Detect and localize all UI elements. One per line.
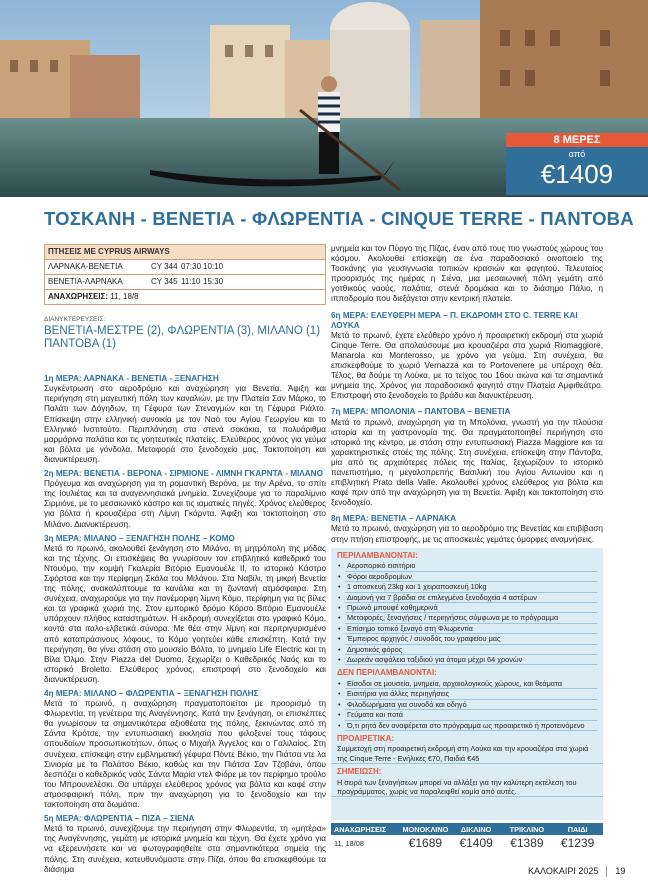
day-title: 1η ΜΕΡΑ: ΛΑΡΝΑΚΑ - ΒΕΝΕΤΙΑ - ΞΕΝΑΓΗΣΗ [44,374,219,384]
list-item: • Επίσημο τοπικό ξεναγό στη Φλωρεντία [345,624,597,634]
day-title: 5η ΜΕΡΑ: ΦΛΩΡΕΝΤΙΑ – ΠΙΖΑ – ΣΙΕΝΑ [44,814,195,824]
notes-title: ΣΗΜΕΙΩΣΗ: [337,767,382,777]
day-text: Μετά το πρωινό, συνεχίζουμε την περιήγηση στην Φλωρεντία, τη «μητέρα» της Αναγέννησης, γεμάτη με ιστορικά μνημεία και τέχνη. Θα έχετε χρόνο για να εξερευνήσετε και να φωτογραφηθείτε στα σημαντικότερα σημεία της πόλης. Στη συνέχεια, κατευθυνόμαστε στην Πίζα, όπου θα επισκεφθούμε τα διάσημα [44,824,326,874]
page-number: 19 [615,866,626,876]
optional-text: Συμμετοχή στη προαιρετική εκδρομή στη Λούκα και την κρουαζιέρα στα χωριά της Cinque Terre - Ενήλικες €70, Παιδιά €45 [331,744,603,764]
list-item: • Έμπειρος αρχηγός / συνοδός του γραφείου μας [345,634,597,644]
flight-row [45,275,325,290]
list-item: • Δημοτικός φόρος [345,645,597,655]
list-item: • Είσοδοι σε μουσεία, μνημεία, αρχαιολογικούς χώρους, και θεάματα [345,679,597,689]
day-3 [44,534,326,685]
price-triple: €1389 [510,836,544,850]
departures-label: ΑΝΑΧΩΡΗΣΕΙΣ: [48,292,109,302]
list-item: • Φόροι αεροδρομίων [345,572,597,582]
from-price: €1409 [540,159,614,189]
season-label: ΚΑΛΟΚΑΙΡΙ 2025 [528,866,599,876]
optional-title: ΠΡΟΑΙΡΕΤΙΚΑ: [337,733,395,743]
day-5 [44,814,326,875]
day-6 [331,311,603,402]
day-title: 7η ΜΕΡΑ: ΜΠΟΛΟΝΙΑ – ΠΑΝΤΟΒΑ – ΒΕΝΕΤΙΑ [331,407,511,417]
day-5-continued: μνημεία και τον Πύργο της Πίζας, έναν από τους πιο γνωστούς χώρους του κόσμου. Ακολουθεί επίσκεψη σε ένα παραδοσιακό οινοποιείο της Τοσκάνης για γευσιγνωσία τοπικών κρασιών και φαγητού. Τελευταίος προορισμός της ημέρας η Σιένα, μια μεσαιωνική πόλη γεμάτη από γοτθικούς ναούς, παλάτια, στενά δρομάκια και το διάσημο Πάλιο, η ιπποδρομία που διεξάγεται στην κεντρική πλατεία. [331,244,603,304]
price-header: ΠΑΙΔΙ [567,824,588,834]
days-badge: 8 ΜΕΡΕΣ [506,133,648,147]
list-item: • Διαμονή για 7 βράδια σε επιλεγμένα ξενοδοχεία 4 αστέρων [345,593,597,603]
flight-row [45,260,325,275]
overnight-stays [44,315,326,350]
list-item: • Ό,τι ρητά δεν αναφέρεται στο πρόγραμμα ως προαιρετικό ή προτεινόμενο [345,721,597,731]
price-badge [506,133,648,195]
page-footer [528,866,625,877]
day-title: 4η ΜΕΡΑ: ΜΙΛΑΝΟ – ΦΛΩΡΕΝΤΙΑ – ΞΕΝΑΓΗΣΗ ΠΟΛΗΣ [44,689,259,698]
day-title: 8η ΜΕΡΑ: ΒΕΝΕΤΙΑ – ΛΑΡΝΑΚΑ [331,514,457,524]
departures-row [45,290,325,304]
included-list [331,561,603,665]
flight-arrival: 15:30 [203,277,224,287]
price-header: ΑΝΑΧΩΡΗΣΕΙΣ [334,824,387,834]
not-included-list [331,679,603,731]
price-child: €1239 [560,836,595,850]
day-8 [331,514,603,544]
day-text: Μετά το πρωινό, αναχώρηση για τη Μπολόνια, γνωστή για την πλούσια ιστορία και τη γαστρονομία της. Θα πραγματοποιηθεί περιήγηση στο ιστορικό της κέντρο, με στάση στην εντυπωσιακή Piazza Maggiore και τα χαρακτηριστικές στοές της πόλης. Στη συνέχεια, επίσκεψη στην Πάντοβα, μία από τις αρχαιότερες πόλεις της Ιταλίας, ξεχωρίζουν το ιστορικό πανεπιστήμιο, η μεγαλοπρεπής Βασιλική του Αγίου Αντωνίου και η επιβλητική Prato della Valle. Ακολουθεί χρόνος ελεύθερος για βόλτα και καφέ πριν από την αναχώρηση για τη Βενετία. Άφιξη και τακτοποίηση στο ξενοδοχείο. [331,417,603,508]
price-row [331,835,603,851]
notes-text: Η σειρά των ξεναγήσεων μπορεί να αλλάξει για την καλύτερη εκτέλεση του προγράμματος, χωρίς να παραλειφθεί καμία από αυτές. [331,778,603,798]
day-text: Συγκέντρωση στο αεροδρόμιο και αναχώρηση για Βενετία. Άφιξη και περιήγηση στη μαγευτική πόλη των καναλιών, με την Πλατεία Σαν Μάρκο, το Παλάτι των Δόγηδων, τη Γέφυρα των Στεναγμών και τη Γέφυρα Ριάλτο. Επίσκεψη στην ελληνική συνοικία με τον Ναό του Αγίου Γεωργίου και το Ελληνικό Ινστιτούτο. Περιπλάνηση στα στενά σοκάκια, τα πολυάριθμα μαρμάρινα παλάτια και τις γοητευτικές πλατείες. Ελεύθερος χρόνος για γεύμα και βόλτα με γόνδολα. Μεταφορά στο ξενοδοχείο μας. Τακτοποίηση και διανυκτέρευση. [44,384,326,464]
list-item: • Πρωινό μπουφέ καθημερινά [345,603,597,613]
departures-value: 11, 18/8 [110,292,139,302]
day-text: Πρόγευμα και αναχώρηση για τη ρομαντική Βερόνα, με την Αρένα, το σπίτι της Ιουλιέτας και τα αναγεννησιακά μνημεία. Συνεχίζουμε για το παραλίμνιο Σιρμιόνε, με το μεσαιωνικό κάστρο και τις ιαματικές πηγές. Χρόνος ελεύθερος για βόλτα ή κρουαζιέρα στη Λίμνη Γκάρντα. Άφιξη και τακτοποίηση στο Μιλάνο. Διανυκτέρευση. [44,479,326,529]
flight-code: CY 344 [151,262,178,272]
price-header: ΜΟΝΟΚΛΙΝΟ [402,824,449,834]
price-header: ΤΡΙΚΛΙΝΟ [509,824,545,834]
from-price-box [506,147,648,195]
left-column [44,244,326,875]
list-item: • Γεύματα και ποτά [345,710,597,720]
day-7 [331,407,603,508]
flights-header: ΠΤΗΣΕΙΣ ΜΕ CYPRUS AIRWAYS [45,245,325,260]
flight-route: ΛΑΡΝΑΚΑ-ΒΕΝΕΤΙΑ [48,262,123,272]
price-header-row [331,823,603,835]
stays-text: ΒΕΝΕΤΙΑ-ΜΕΣΤΡΕ (2), ΦΛΩΡΕΝΤΙΑ (3), ΜΙΛΑΝΟ (1) ΠΑΝΤΟΒΑ (1) [44,325,321,350]
flight-departure: 07:30 [181,262,202,272]
price-header: ΔΙΚΛΙΝΟ [460,824,492,834]
day-text: Μετά το πρωινό, αναχώρηση για το αεροδρόμιο της Βενετίας και επιβίβαση στην πτήση επιστροφής, με τις αποσκευές γεμάτες όμορφες αναμνήσεις. [331,524,603,544]
stays-label: ΔΙΑΝΥΚΤΕΡΕΥΣΕΙΣ: [44,316,106,324]
flight-code: CY 345 [151,277,178,287]
day-2 [44,469,326,530]
day-1 [44,374,326,465]
day-title: 3η ΜΕΡΑ: ΜΙΛΑΝΟ – ΞΕΝΑΓΗΣΗ ΠΟΛΗΣ – ΚΟΜΟ [44,533,235,543]
info-box [331,548,603,820]
flight-route: ΒΕΝΕΤΙΑ-ΛΑΡΝΑΚΑ [48,277,123,287]
flight-departure: 11:10 [181,277,201,287]
list-item: • 1 αποσκευή 23kg και 1 χειραποσκευή 10kg [345,582,597,592]
price-dates: 11, 18/08 [334,838,364,848]
day-text: Μετά το πρωινό, ακολουθεί ξενάγηση στο Μιλάνο, τη μητρόπολη της μόδας και της τέχνης. Οι επισκέψεις θα γνωρίσουν τον επιβλητικό καθεδρικό του Ντουόμο, την κομψή Γκαλερία Βιτόριο Εμανουέλε ΙΙ, το ιστορικό Κάστρο Σφόρτσα και την περίφημη Σκάλα του Μιλάνου. Στα Ναβίλι, τη μικρή Βενετία της πόλης, ανακαλύπτουμε τα κανάλια και τη ζωντανή ατμόσφαιρα. Στη συνέχεια, αναχωρούμε για την πανέμορφη λίμνη Κόμο, περίφημη για τις βίλες και τα γραφικά χωριά της. Στον εμπορικό δρόμο Κόρσο Βιτόριο Εμανουέλε υπάρχουν πλήθος καταστημάτων. Η εκδρομή συνεχίζεται στο γραφικό Κόμο, κοντά στα ιταλο-ελβετικά σύνορα. Με θέα στην λίμνη και περιτριγυρισμένο από καταπράσινους λόφους, το Κόμο γοητεύει κάθε επισκέπτη. Κατά την περιήγηση, θα γίνει στάση στο μουσείο Βόλτα, το μνημείο Life Electric και τη Βίλα Όλμο. Στην Piazza del Duomo, ξεχωρίζει ο Καθεδρικός Ναός και το ιστορικό Broletto. Ελεύθερος χρόνος, επιστροφή στο ξενοδοχείο και διανυκτέρευση. [44,543,326,684]
page-title: ΤΟΣΚΑΝΗ - ΒΕΝΕΤΙΑ - ΦΛΩΡΕΝΤΙΑ - CINQUE TERRE - ΠΑΝΤΟΒΑ [44,208,634,229]
list-item: • Μεταφορές, ξεναγήσεις / περιηγήσεις σύμφωνα με το πρόγραμμα [345,613,597,623]
day-title: 6η ΜΕΡΑ: ΕΛΕΥΘΕΡΗ ΜΕΡΑ – Π. ΕΚΔΡΟΜΗ ΣΤΟ C. TERRE ΚΑΙ ΛΟΥΚΑ [331,310,578,330]
list-item: • Εισιτήρια για άλλες περιηγήσεις [345,689,597,699]
day-text: Μετά το πρωινό, η αναχώρηση πραγματοποιείται με προορισμό τη Φλωρεντία, τη γενέτειρα της Αναγέννησης. Κατά την ξενάγηση, οι επισκέπτες θα γνωρίσουν τα σημαντικότερα αξιοθέατα της πόλης, ξεκινώντας από τη Σάντα Κρότσε, την εντυπωσιακή εκκλησία που φιλοξενεί τους τάφους σπουδαίων προσωπικοτήτων, όπως ο Μιχαήλ Άγγελος και ο Γαλιλαίος. Στη συνέχεια, επίσκεψη στην εμβληματική γέφυρα Πόντε Βέκιο, την Πιάτσα ντε λα Σινιορία με το Παλάτσο Βέκιο, καθώς και την Πιάτσα Σαν Τζοβάνι, όπου δεσπόζει ο καθεδρικός ναός Σάντα Μαρία ντελ Φιόρε με τον περίφημο τρούλο του Μπρουνελέσκι. Θα υπάρχει ελεύθερος χρόνος για βόλτα και καφέ στην ατμοσφαιρική πόλη, πριν την αναχώρηση για το ξενοδοχείο και την τακτοποίηση στα δωμάτια. [44,699,326,810]
included-title: ΠΕΡΙΛΑΜΒΑΝΟΝΤΑΙ: [337,551,418,560]
flights-table [44,244,326,305]
day-title: 2η ΜΕΡΑ: ΒΕΝΕΤΙΑ - ΒΕΡΟΝΑ - ΣΙΡΜΙΟΝΕ - ΛΙΜΝΗ ΓΚΑΡΝΤΑ - ΜΙΛΑΝΟ [44,469,323,479]
list-item: • Φιλοδωρήματα για συνοδό και οδηγό [345,700,597,710]
price-double: €1409 [459,836,493,850]
day-text: Μετά το πρωινό, έχετε ελεύθερο χρόνο ή προαιρετική εκδρομή στα χωριά Cinque Terre. Θα απολαύσουμε μια κρουαζιέρα στα χωριά Riomaggiore, Manarola και Monterosso, με χρόνο για γεύμα. Στη συνέχεια, θα επισκεφθούμε το χωριό Vernazza και το Portovenere με υπέροχη θέα. Τέλος, θα δούμε τη Λούκα, με το τείχος του 16ου αιώνα και τα σημαντικά μνημεία της. Χρόνος για παραδοσιακό φαγητό στην Πλατεία Αμφιθεάτρο. Επιστροφή στο ξενοδοχείο το βράδυ και διανυκτέρευση. [331,330,603,401]
flight-arrival: 10:10 [203,262,224,272]
price-table [331,823,603,851]
price-single: €1689 [408,836,443,850]
from-label: από [568,149,586,159]
footer-divider [606,866,607,877]
not-included-title: ΔΕΝ ΠΕΡΙΛΑΜΒΑΝΟΝΤΑΙ: [337,668,437,678]
list-item: • Δωρεάν ασφάλεια ταξιδιού για άτομα μέχρι 64 χρονών [345,655,597,665]
right-column [331,244,603,545]
list-item: • Αεροπορικό εισιτήριο [345,561,597,571]
day-4 [44,689,326,810]
